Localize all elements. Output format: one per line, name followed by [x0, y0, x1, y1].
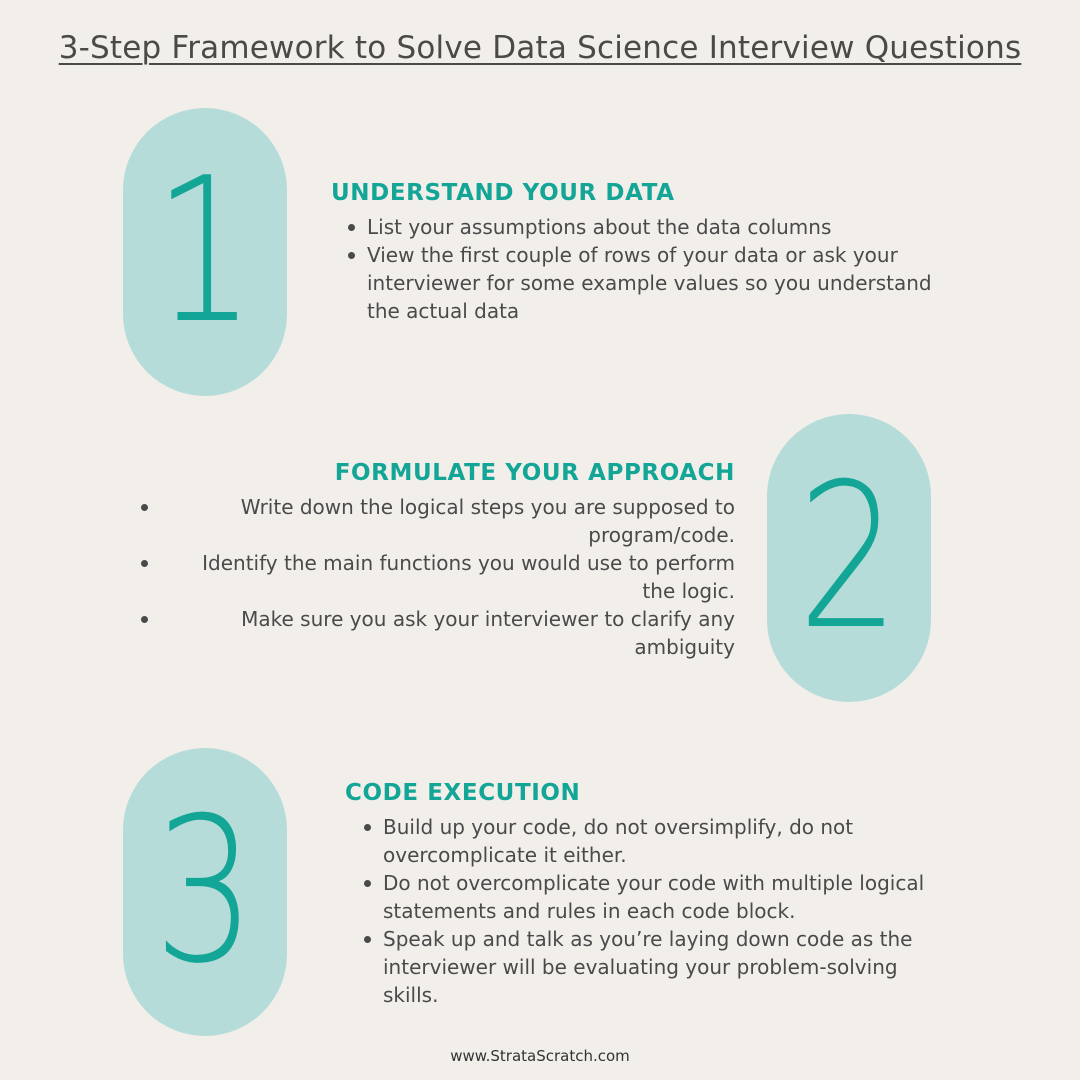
step-3-number-badge: [123, 748, 287, 1036]
list-item: Do not overcomplicate your code with multiple logical statements and rules in each code block.: [363, 869, 938, 925]
list-item: Speak up and talk as you’re laying down code as the interviewer will be evaluating your problem-solving skills.: [363, 925, 938, 1009]
list-item: Build up your code, do not oversimplify, do not overcomplicate it either.: [363, 813, 938, 869]
step-1-points: [347, 213, 937, 325]
list-item: Make sure you ask your interviewer to clarify any ambiguity: [138, 605, 735, 661]
step-3-points: [363, 813, 938, 1009]
step-2-number: 2: [798, 441, 900, 674]
list-item: View the first couple of rows of your data or ask your interviewer for some example values so you understand the actual data: [347, 241, 937, 325]
website-url: www.StrataScratch.com: [450, 1047, 630, 1065]
list-item: Write down the logical steps you are supposed to program/code.: [138, 493, 735, 549]
step-2-points: [138, 493, 735, 661]
step-1-number: 1: [154, 135, 256, 368]
page-title: 3-Step Framework to Solve Data Science Interview Questions: [58, 30, 1022, 66]
step-1-number-badge: [123, 108, 287, 396]
list-item: List your assumptions about the data columns: [347, 213, 937, 241]
list-item: Identify the main functions you would use to perform the logic.: [138, 549, 735, 605]
step-1-heading: UNDERSTAND YOUR DATA: [331, 180, 675, 206]
step-3-number: 3: [154, 775, 256, 1008]
step-2-heading: FORMULATE YOUR APPROACH: [334, 460, 735, 486]
step-3-heading: CODE EXECUTION: [345, 780, 581, 806]
step-2-number-badge: [767, 414, 931, 702]
